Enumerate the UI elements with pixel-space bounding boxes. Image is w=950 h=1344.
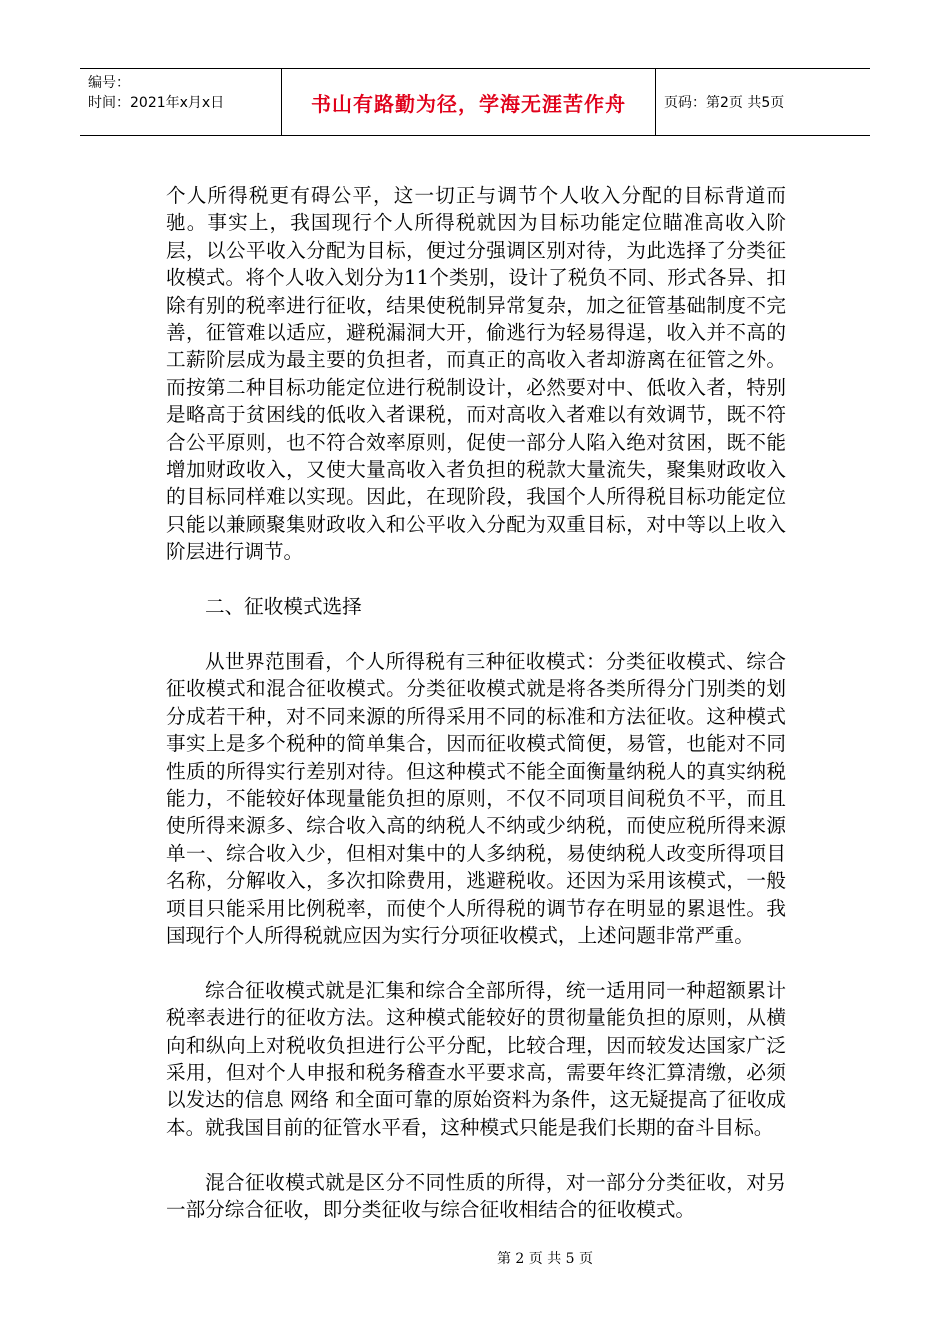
header-page-label: 页码：第2页 共5页 [664, 95, 785, 111]
paragraph-3: 综合征收模式就是汇集和综合全部所得，统一适用同一种超额累计税率表进行的征收方法。这种模式能较好的贯彻量能负担的原则，从横向和纵向上对税收负担进行公平分配，比较合理，因而较发达国家广泛采用，但对个人申报和税务稽查水平要求高，需要年终汇算清缴，必须以发达的信息 网络 和全面可靠的原始资料为条件，这无疑提高了征收成本。就我国目前的征管水平看，这种模式只能是我们长期的奋斗目标。 [166, 978, 786, 1139]
paragraph-2: 从世界范围看，个人所得税有三种征收模式：分类征收模式、综合征收模式和混合征收模式。分类征收模式就是将各类所得分门别类的划分成若干种，对不同来源的所得采用不同的标准和方法征收。这种模式事实上是多个税种的简单集合，因而征收模式简便，易管，也能对不同性质的所得实行差别对待。但这种模式不能全面衡量纳税人的真实纳税能力，不能较好体现量能负担的原则，不仅不同项目间税负不平，而且使所得来源多、综合收入高的纳税人不纳或少纳税，而使应税所得来源单一、综合收入少，但相对集中的人多纳税，易使纳税人改变所得项目名称，分解收入，多次扣除费用，逃避税收。还因为采用该模式，一般项目只能采用比例税率，而使个人所得税的调节存在明显的累退性。我国现行个人所得税就应因为实行分项征收模式，上述问题非常严重。 [166, 649, 786, 947]
paragraph-4: 混合征收模式就是区分不同性质的所得，对一部分分类征收，对另一部分综合征收，即分类征收与综合征收相结合的征收模式。 [166, 1170, 786, 1221]
document-date-label: 时间：2021年x月x日 [88, 95, 225, 111]
document-body [166, 182, 786, 1223]
document-header [80, 68, 870, 136]
section-heading-2: 二、征收模式选择 [205, 595, 362, 619]
document-number-label: 编号： [88, 75, 130, 91]
paragraph-1: 个人所得税更有碍公平，这一切正与调节个人收入分配的目标背道而驰。事实上，我国现行个人所得税就因为目标功能定位瞄准高收入阶层，以公平收入分配为目标，便过分强调区别对待，为此选择了分类征收模式。将个人收入划分为11个类别，设计了税负不同、形式各异、扣除有别的税率进行征收，结果使税制异常复杂，加之征管基础制度不完善，征管难以适应，避税漏洞大开，偷逃行为轻易得逞，收入并不高的工薪阶层成为最主要的负担者，而真正的高收入者却游离在征管之外。而按第二种目标功能定位进行税制设计，必然要对中、低收入者，特别是略高于贫困线的低收入者课税，而对高收入者难以有效调节，既不符合公平原则，也不符合效率原则，促使一部分人陷入绝对贫困，既不能增加财政收入，又使大量高收入者负担的税款大量流失，聚集财政收入的目标同样难以实现。因此，在现阶段，我国个人所得税目标功能定位只能以兼顾聚集财政收入和公平收入分配为双重目标，对中等以上收入阶层进行调节。 [166, 184, 786, 564]
header-motto: 书山有路勤为径，学海无涯苦作舟 [282, 69, 656, 135]
page-footer: 第 2 页 共 5 页 [496, 1251, 594, 1267]
header-meta [80, 69, 282, 135]
